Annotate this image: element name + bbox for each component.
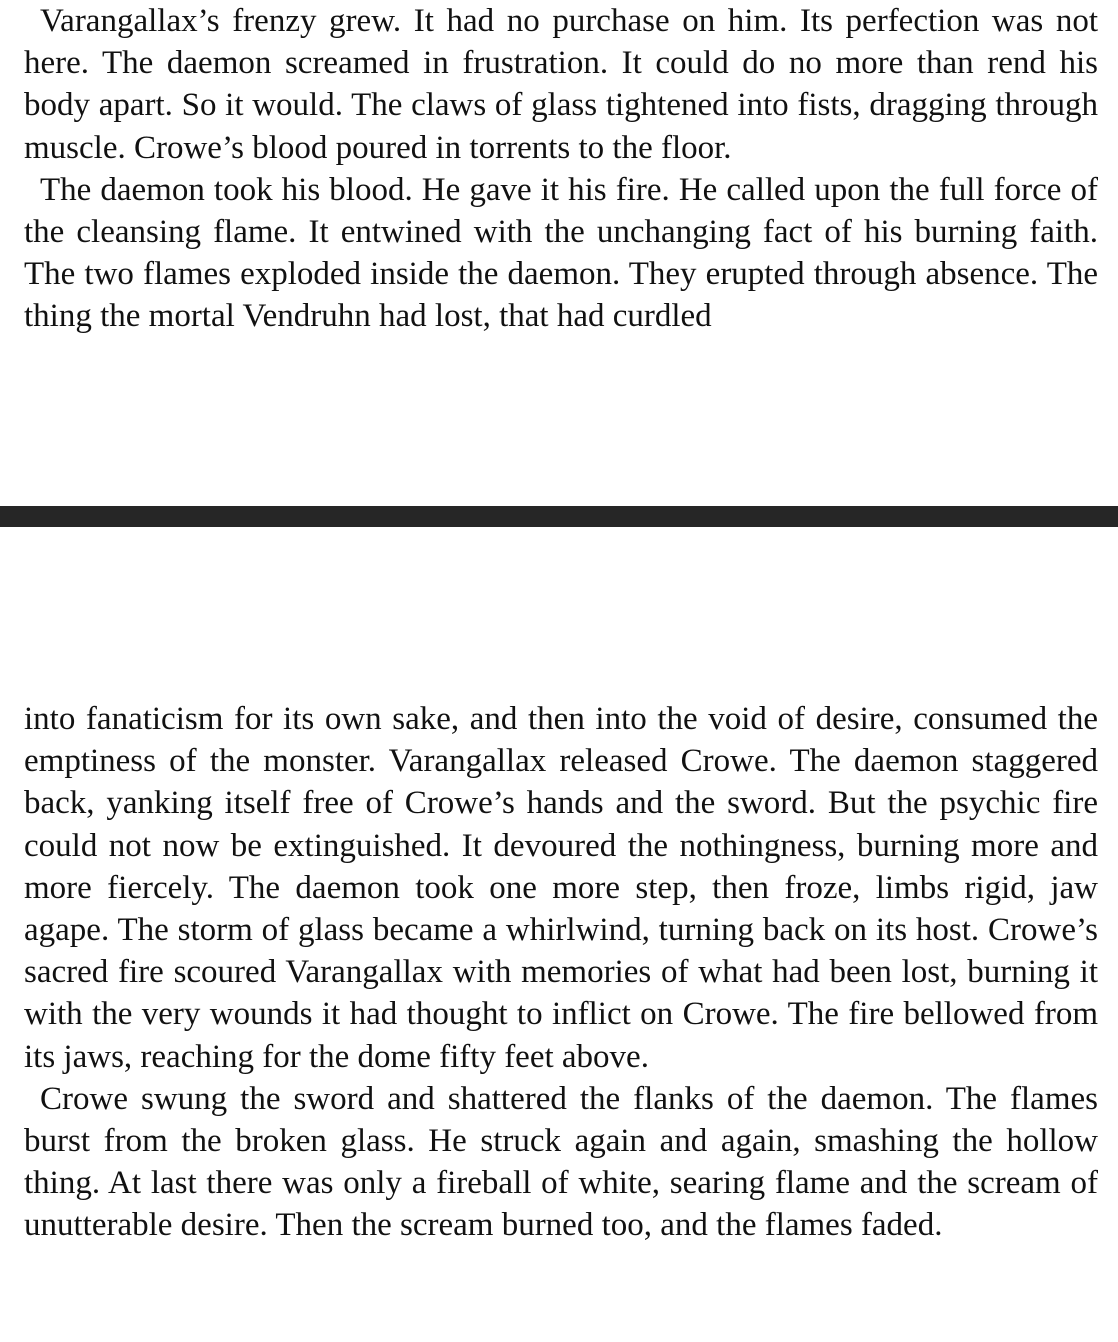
- page-divider: [0, 506, 1118, 527]
- paragraph: into fanaticism for its own sake, and then into the void of desire, consumed the emptiness of the monster. Varangallax released Crowe. The daemon staggered back, yanking itself free of Crowe’s hands and the sword. But the psychic fire could not now be extinguished. It devoured the nothingness, burning more and more fiercely. The daemon took one more step, then froze, limbs rigid, jaw agape. The storm of glass became a whirlwind, turning back on its host. Crowe’s sacred fire scoured Varangallax with memories of what had been lost, burning it with the very wounds it had thought to inflict on Crowe. The fire bellowed from its jaws, reaching for the dome fifty feet above.: [24, 701, 1098, 1075]
- top-page-text: [24, 0, 1098, 338]
- paragraph: The daemon took his blood. He gave it his fire. He called upon the full force of the cleansing flame. It entwined with the unchanging fact of his burning faith. The two flames exploded inside the daemon. They erupted through absence. The thing the mortal Vendruhn had lost, that had curdled: [24, 171, 1098, 335]
- bottom-page-text: [24, 698, 1098, 1247]
- paragraph: Crowe swung the sword and shattered the flanks of the daemon. The flames burst from the broken glass. He struck again and again, smashing the hollow thing. At last there was only a fireball of white, searing flame and the scream of unutterable desire. Then the scream burned too, and the flames faded.: [24, 1080, 1098, 1244]
- paragraph: Varangallax’s frenzy grew. It had no purchase on him. Its perfection was not here. The daemon screamed in frustration. It could do no more than rend his body apart. So it would. The claws of glass tightened into fists, dragging through muscle. Crowe’s blood poured in torrents to the floor.: [24, 3, 1098, 166]
